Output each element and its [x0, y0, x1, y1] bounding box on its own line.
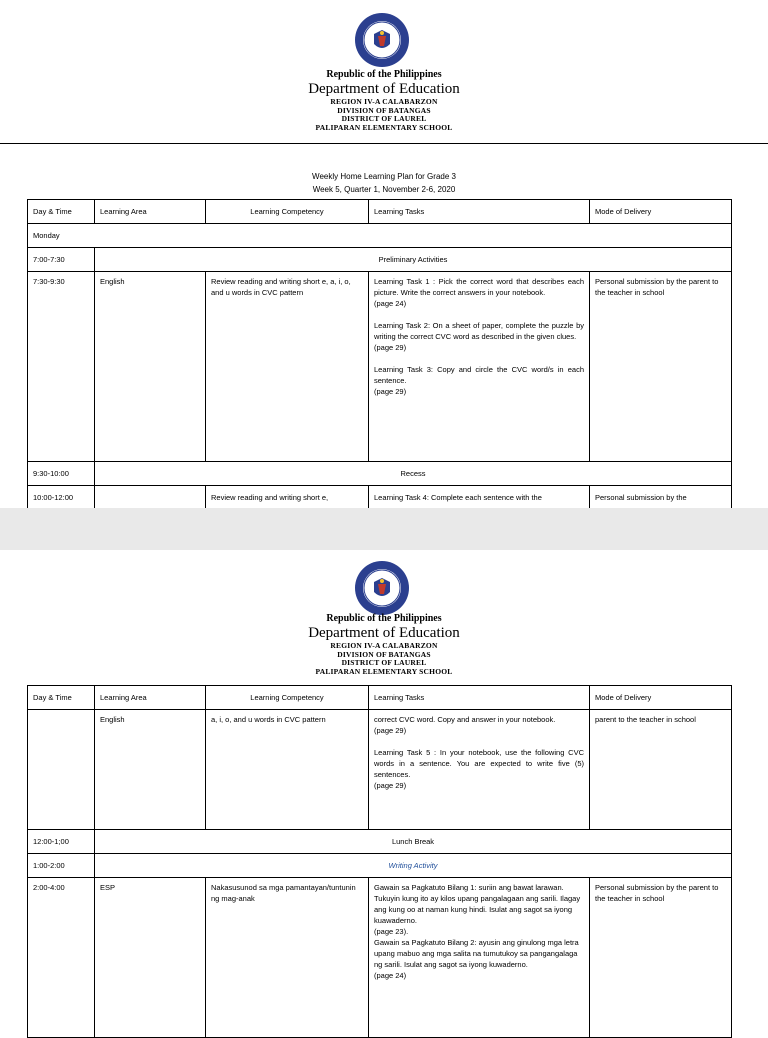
learning-task-3: Learning Task 3: Copy and circle the CVC word/s in each sentence. (page 29) — [374, 365, 584, 396]
area-cell: English — [95, 272, 206, 462]
tasks-cell — [369, 710, 590, 830]
table-row-day — [28, 224, 732, 248]
learning-task-5: Learning Task 5 : In your notebook, use the following CVC words in a sentence. You are expected to write five (5) sentences. (page 29) — [374, 748, 584, 790]
district-label: DISTRICT OF LAUREL — [341, 114, 427, 123]
col-day-time: Day & Time — [28, 686, 95, 710]
deped-seal-icon — [354, 560, 410, 616]
day-cell: Monday — [28, 224, 732, 248]
learning-plan-table-2 — [27, 685, 732, 1038]
table-row-esp — [28, 878, 732, 1038]
col-day-time: Day & Time — [28, 200, 95, 224]
competency-cell: Nakasusunod sa mga pamantayan/tuntunin ng mag-anak — [206, 878, 369, 1038]
document-page-2 — [0, 550, 768, 1024]
table-row-english-cont — [28, 710, 732, 830]
time-cell: 7:30-9:30 — [28, 272, 95, 462]
department-label: Department of Education — [308, 81, 460, 97]
deped-header — [0, 69, 768, 132]
deped-seal-icon — [354, 12, 410, 68]
time-cell: 10:00-12:00 — [28, 486, 95, 510]
activity-cell: Lunch Break — [95, 830, 732, 854]
col-learning-tasks: Learning Tasks — [369, 200, 590, 224]
time-cell: 7:00-7:30 — [28, 248, 95, 272]
table-header-row — [28, 200, 732, 224]
school-label: PALIPARAN ELEMENTARY SCHOOL — [315, 122, 453, 132]
republic-label: Republic of the Philippines — [326, 613, 442, 624]
tasks-cell — [369, 272, 590, 462]
col-mode-of-delivery: Mode of Delivery — [590, 200, 732, 224]
competency-cell: a, i, o, and u words in CVC pattern — [206, 710, 369, 830]
deped-header — [0, 613, 768, 676]
gawain-2: Gawain sa Pagkatuto Bilang 2: ayusin ang ginulong mga letra upang mabuo ang mga salita na tumutukoy sa pangangalaga ng sarili. Isulat ang sagot sa iyong kuwaderno. (page 24) — [374, 938, 579, 980]
table-row-recess — [28, 462, 732, 486]
learning-task-4-cont: correct CVC word. Copy and answer in your notebook. (page 29) — [374, 715, 556, 735]
competency-cell: Review reading and writing short e, — [206, 486, 369, 510]
time-cell: 12:00-1;00 — [28, 830, 95, 854]
area-cell: English — [95, 710, 206, 830]
time-cell: 2:00-4:00 — [28, 878, 95, 1038]
col-learning-area: Learning Area — [95, 686, 206, 710]
table-header-row — [28, 686, 732, 710]
plan-subtitle: Week 5, Quarter 1, November 2-6, 2020 — [312, 185, 456, 194]
learning-task-1: Learning Task 1 : Pick the correct word that describes each picture. Write the correct answers in your notebook. (page 24) — [374, 277, 584, 308]
mode-cell: Personal submission by the parent to the teacher in school — [590, 878, 732, 1038]
learning-task-2: Learning Task 2: On a sheet of paper, complete the puzzle by writing the correct CVC word as described in the given clues. (page 29) — [374, 321, 584, 352]
table-row-english — [28, 272, 732, 462]
col-learning-competency: Learning Competency — [206, 200, 369, 224]
activity-cell: Preliminary Activities — [95, 248, 732, 272]
mode-cell: parent to the teacher in school — [590, 710, 732, 830]
time-cell: 9:30-10:00 — [28, 462, 95, 486]
table-row-writing — [28, 854, 732, 878]
learning-plan-table-1 — [27, 199, 732, 510]
tasks-cell: Learning Task 4: Complete each sentence with the — [369, 486, 590, 510]
department-label: Department of Education — [308, 625, 460, 641]
region-label: REGION IV-A CALABARZON — [330, 97, 438, 106]
area-cell: ESP — [95, 878, 206, 1038]
table-row-lunch — [28, 830, 732, 854]
tasks-cell — [369, 878, 590, 1038]
plan-title-block — [0, 170, 768, 196]
col-learning-competency: Learning Competency — [206, 686, 369, 710]
mode-cell: Personal submission by the — [590, 486, 732, 510]
area-cell — [95, 486, 206, 510]
mode-cell: Personal submission by the parent to the teacher in school — [590, 272, 732, 462]
page-gap — [0, 508, 768, 550]
col-learning-area: Learning Area — [95, 200, 206, 224]
activity-cell: Writing Activity — [95, 854, 732, 878]
header-divider — [0, 143, 768, 144]
col-mode-of-delivery: Mode of Delivery — [590, 686, 732, 710]
document-page-1 — [0, 0, 768, 508]
division-label: DIVISION OF BATANGAS — [337, 105, 431, 115]
division-label: DIVISION OF BATANGAS — [337, 649, 431, 659]
activity-cell: Recess — [95, 462, 732, 486]
gawain-1: Gawain sa Pagkatuto Bilang 1: suriin ang bawat larawan. Tukuyin kung ito ay kilos upang pangalagaan ang sarili. Ilagay ang kung oo at naman kung hindi. Isulat ang sagot sa iyong kuawaderno. (page 23). — [374, 883, 581, 936]
time-cell: 1:00-2:00 — [28, 854, 95, 878]
region-label: REGION IV-A CALABARZON — [330, 641, 438, 650]
time-cell — [28, 710, 95, 830]
school-label: PALIPARAN ELEMENTARY SCHOOL — [315, 666, 453, 676]
col-learning-tasks: Learning Tasks — [369, 686, 590, 710]
table-row-partial — [28, 486, 732, 510]
republic-label: Republic of the Philippines — [326, 69, 442, 80]
competency-cell: Review reading and writing short e, a, i, o, and u words in CVC pattern — [206, 272, 369, 462]
plan-title: Weekly Home Learning Plan for Grade 3 — [312, 172, 456, 181]
district-label: DISTRICT OF LAUREL — [341, 658, 427, 667]
table-row-preliminary — [28, 248, 732, 272]
